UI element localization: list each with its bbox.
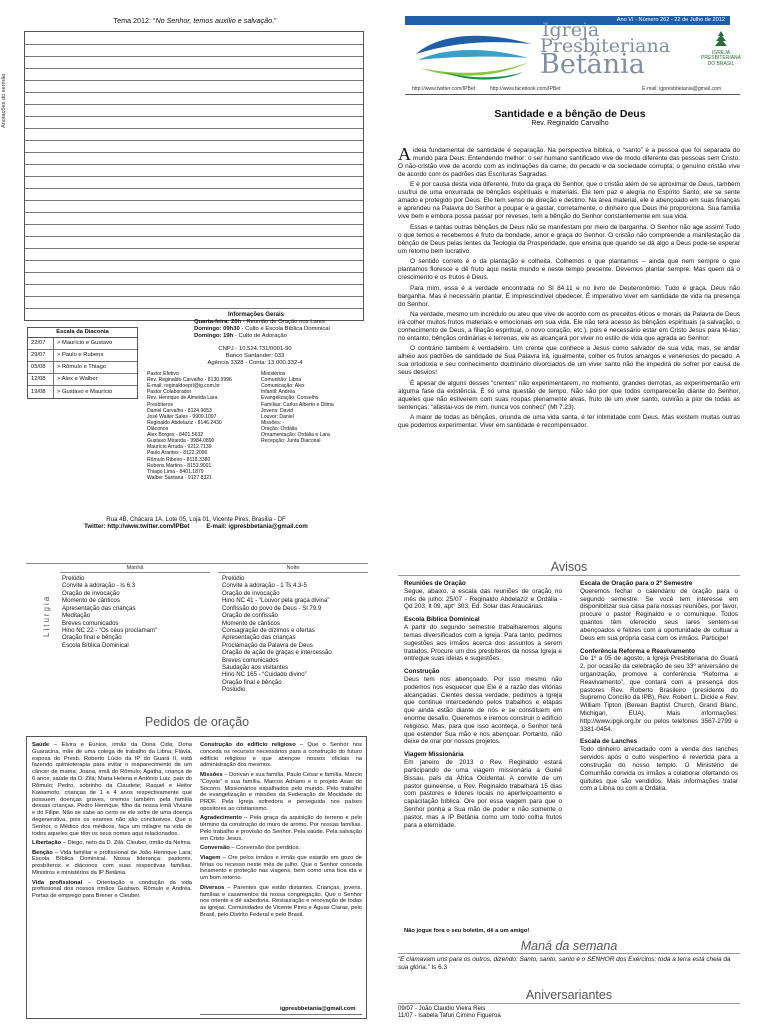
diaconia-names: > Paulo e Rubens xyxy=(57,352,104,359)
list-item: José Walter Sales - 9909.1097 xyxy=(147,413,217,420)
list-item: Walber Santana - 9127.8321 xyxy=(147,474,212,481)
facebook-url[interactable]: http://www.facebook.com/IPBet xyxy=(490,86,561,92)
notice-heading: Conferência Reforma e Reavivamento xyxy=(580,647,696,655)
paragraph-text: E é por causa desta vida diferente, fruto da graça do Senhor, que o cristão além de se aproximar de Deus, também usufrui de uma enxurrada de bênçãos espirituais e materiais. Ele tem paz e alegria no Espírito Santo; ele se sente amado e protegido por Deus. Ele tem senso de direção e destino. Na área material, ele é abençoado em suas finanças e aprendeu na Palavra do Senhor a poupar e a gastar, corretamente, o dinheiro que Deus lhe proporciona. Sua família vive bem e embora possa passar por reveses, tem a bênção do Senhor constantemente em sua vida. xyxy=(398,181,740,221)
paragraph-text: É apesar de alguns desses “crentes” não experimentarem, no momento, grandes derrotas, as experimentarão em alguma fase da existência. É só uma questão de tempo. Não são por que todos comparecerão diante do Senhor, aqueles que não estiverem com suas roupas plenamente alvas, fruto de um viver santo, ouvirão a pior de todas as sentenças: “afastai-vos de mim, nunca vos conheci” (Mt 7.23). xyxy=(398,379,740,411)
liturgy-item: Poslúdio xyxy=(222,686,246,694)
notice-text: A partir do segundo semestre trabalharemos alguns temas diversificados com a Igreja. Para tanto, pedimos sugestões aos irmãos acerca dos assuntos a serem tratados. Procure um dos presbíteros da nossa Igreja e entregue suas ideias e sugestões. xyxy=(404,624,562,663)
note-line xyxy=(25,308,363,309)
liturgy-top-rule xyxy=(26,563,368,564)
article-paragraph xyxy=(398,258,740,282)
request-item xyxy=(200,845,362,852)
mana-text xyxy=(398,956,740,972)
liturgy-item: Oração final e bênção xyxy=(222,678,282,686)
liturgy-item: Confissão do povo de Deus - Sl 79.9 xyxy=(222,604,322,612)
article-paragraph xyxy=(398,414,740,430)
request-heading: Missões xyxy=(200,771,223,778)
request-text: – Vida familiar e profissional de João Henrique Lara; Escola Bíblica Dominical. Nossa liderança: pastores, presbíteros e diáconos com suas respectivas famílias. Ministros e ministérios da IP Betânia. xyxy=(32,849,192,877)
notice-text: De 1º a 05 de agosto, a Igreja Presbiteriana do Guará 2, por ocasião da celebração de seu 33º aniversário de organização, promove a conferência “Reforma e Reavivamento”, que contará com a presença dos pastores Rev. Roberto Brasileiro (presidente do Supremo Concílio da IPB), Rev. Robert L. Dickie e Rev. William Tipton (Berean Baptist Church, Grand Blanc, Michigan, EUA). Mais informações: http://www.ipgii.org.br ou pelos telefones 3567-2799 e 3381-0454. xyxy=(580,655,738,733)
avisos-title: Avisos xyxy=(550,560,588,574)
article-paragraph xyxy=(398,181,740,221)
paragraph-text: A maior de todas as bênçãos, oriunda de uma vida santa, é ter intimidade com Deus. Mas existem muitas outras que podemos experimentar. Viver em santidade é recompensador. xyxy=(398,414,740,430)
issue-bar: Ano VI - Número 262 - 22 de Julho de 2012 xyxy=(405,16,730,25)
address-line: Rua 4B, Chácara 1A, Lote 05, Loja 01, Vicente Pires, Brasília - DF xyxy=(106,516,286,523)
night-liturgy xyxy=(222,575,372,694)
notice-heading: Escala de Oração para o 2º Semestre xyxy=(580,580,693,587)
notice-heading: Reuniões de Oração xyxy=(404,580,466,587)
night-rule xyxy=(218,572,368,573)
request-text: – Conversão dos perdidos. xyxy=(229,845,301,852)
diaconia-names: > Maurício e Gustavo xyxy=(57,340,113,347)
paragraph-text: ideia fundamental de santidade é separação. Na perspectiva bíblica, o “santo” é a pessoa que foi separada do mundo para Deus. Entendendo melhor: o ser humano santificado vive de modo diferente das pessoas sem Cristo. O não-cristão vive de acordo com as inclinações da carne, do pecado e da sociedade corrupta; o genuíno cristão vive de acordo com os padrões das Escrituras Sagradas. xyxy=(398,147,740,178)
list-item: Famílias: Carlos Alberto e Dilma xyxy=(261,401,334,408)
request-item xyxy=(32,880,192,900)
theme-suffix: .” xyxy=(272,16,277,25)
list-item: Diáconos xyxy=(147,425,169,432)
note-line xyxy=(25,68,363,69)
notes-side-label: Anotações do sermão xyxy=(1,73,7,128)
mana-title: Maná da semana xyxy=(520,939,618,953)
article-author: Rev. Reginaldo Carvalho xyxy=(531,120,609,127)
pedidos-right xyxy=(200,742,362,921)
note-line xyxy=(25,248,363,249)
request-heading: Construção do edifício religioso xyxy=(200,742,296,748)
article-title: Santidade e a bênção de Deus xyxy=(494,108,646,120)
request-heading: Vida profissional xyxy=(32,879,83,886)
list-item: Comunhão: Libna xyxy=(261,377,302,384)
info-sun1-label: Domingo: 09h30 xyxy=(194,326,240,332)
article-paragraph xyxy=(398,345,740,377)
diaconia-names: > Gustavo e Maurício xyxy=(57,388,113,395)
list-item: Infantil: Andréa xyxy=(261,389,295,396)
liturgy-item: Breves comunicados xyxy=(62,619,119,627)
email-link[interactable]: E-mail: igpresbbetania@gmail.com xyxy=(206,523,308,531)
sermon-notes-box[interactable] xyxy=(24,31,364,321)
note-line xyxy=(25,176,363,177)
list-item: Pastor Efetivo xyxy=(147,371,179,377)
note-line xyxy=(25,104,363,105)
bush-icon xyxy=(711,30,731,48)
twitter-link[interactable]: Twitter: http://www.twitter.com/IPBet xyxy=(84,523,190,531)
article-paragraph xyxy=(398,380,740,412)
address-block xyxy=(26,516,366,531)
info-sunday-evening xyxy=(194,333,287,340)
list-item: Thiago Lima - 8401.1879 xyxy=(147,468,204,475)
request-item xyxy=(200,772,362,813)
note-line xyxy=(25,128,363,129)
morning-liturgy xyxy=(62,575,212,649)
note-line xyxy=(25,260,363,261)
note-line xyxy=(25,236,363,237)
request-item xyxy=(32,850,192,877)
request-heading: Libertação xyxy=(32,840,62,847)
pedidos-footer-rule xyxy=(200,1014,362,1015)
info-sun2-text: - Culto de Adoração xyxy=(233,333,287,339)
info-bank: Banco Santander: 033 xyxy=(225,353,285,359)
morning-rule xyxy=(60,572,210,573)
liturgy-item: Escola Bíblica Dominical xyxy=(62,641,129,649)
list-item: Pastor Colaborador xyxy=(147,389,192,396)
list-item: Ministérios xyxy=(261,371,286,377)
liturgy-item: Hino NC 165 - “Cuidado divino” xyxy=(222,671,307,679)
theme-text: No Senhor, temos auxílio e salvação xyxy=(155,16,273,25)
note-line xyxy=(25,56,363,57)
masthead-divider xyxy=(405,94,740,95)
ipb-word-1: IGREJA xyxy=(711,49,731,56)
list-item: E-mail: reginaldoeprl@ig.com.br xyxy=(147,383,220,390)
ipb-word-2: PRESBITERIANA xyxy=(700,55,741,61)
notice-heading: Escola Bíblica Dominical xyxy=(404,616,480,624)
list-item: Rev. Reginaldo Carvalho - 8130.9996 xyxy=(147,377,232,384)
info-wed-text: - Reunião de Oração nos Lares xyxy=(241,319,325,325)
note-line xyxy=(25,188,363,189)
list-item: Paulo Arantes - 8122.2096 xyxy=(147,450,208,457)
liturgy-item: Oração de ação de graças e intercessão xyxy=(222,649,332,657)
pedidos-title: Pedidos de oração xyxy=(144,715,250,729)
liturgy-item: Oração final e bênção xyxy=(62,634,122,642)
list-item: Reginaldo Abdelaziz - 8146.2430 xyxy=(147,419,222,426)
avisos-left xyxy=(404,580,562,829)
aniversariantes-rule xyxy=(398,1003,740,1004)
ipb-word-3: DO BRASIL xyxy=(707,60,735,67)
note-line xyxy=(25,200,363,201)
list-item: Louvor: Daniel xyxy=(261,413,294,420)
pedidos-email[interactable]: igpresbbetania@gmail.com xyxy=(280,1006,356,1012)
diaconia-date: 05/08 xyxy=(28,362,54,373)
note-line xyxy=(25,224,363,225)
notice-text: Deus tem nos abençoado. Por isso mesmo não podemos nos esquecer que Ele é a razão das vitórias alcançadas. Cientes dessa verdade, pedimos a Igreja que continue intercedendo pelos trabalhos e etapas que ainda estão diante de nós e se constituem em enorme desafio. Queremos e iremos construir o edifício religioso. Mas, para que isso aconteça, o Senhor terá que estender Sua mão e nos abençoar. Portanto, não deixe de orar por nossos projetos. xyxy=(404,675,562,746)
paragraph-text: Essas e tantas outras bênçãos de Deus não se manifestam por meio de barganha. O Senhor não age assim! Tudo o que temos e recebemos é fruto da bondade, amor e graça do Senhor. O cristão não compreende a manifestação da bênção de Deus pelas lentes da Teologia da Prosperidade, que ensina que quando se dá algo a Deus pode-se esperar um retorno bem lucrativo. xyxy=(398,223,740,255)
list-item: Maurício Arruda - 9212.7139 xyxy=(147,444,212,451)
boletim-footer: Não jogue fora o seu boletim, dê a um amigo! xyxy=(404,928,530,934)
article-paragraph xyxy=(398,311,740,343)
request-heading: Benção xyxy=(32,849,53,856)
table-row xyxy=(28,350,137,362)
church-logo-title xyxy=(540,19,671,81)
list-item: Rubens Martins - 8153.9001 xyxy=(147,462,212,469)
liturgy-item: Convite à adoração - 1 Ts 4.3-5 xyxy=(222,582,307,590)
list-item: Rômulo Ribeiro - 8118.3380 xyxy=(147,456,211,463)
diaconia-date: 29/07 xyxy=(28,350,54,361)
info-cnpj: CNPJ - 10.524.731/0001-90 xyxy=(218,346,292,352)
liturgy-item: Oração de invocação xyxy=(222,589,280,597)
note-line xyxy=(25,284,363,285)
list-item: Rev. Henrique de Almeida Lara xyxy=(147,395,218,402)
request-text: – Que o Senhor nos conceda os recursos necessários para a construção do futuro edifício religioso e que abençoe nossos oficiais na administração dos mesmos. xyxy=(200,742,362,769)
request-item xyxy=(200,815,362,842)
night-label: Noite xyxy=(286,565,300,571)
paragraph-text: Na verdade, mesmo um incrédulo ou ateu que vive de acordo com os preceitos éticos e morais da Palavra de Deus irá colher muitos frutos materiais e emocionais em sua vida. Ele não terá acesso às bênçãos espirituais (a salvação, o conhecimento de Deus, a filiação espiritual, o novo coração, etc.), pois é necessário estar em Cristo Jesus para tê-las; no entanto, bênçãos ordinárias e terrenas, ele as alcançará por viver no estilo de vida que agrada ao Senhor. xyxy=(398,310,740,342)
note-line xyxy=(25,164,363,165)
note-line xyxy=(25,272,363,273)
request-heading: Diversos xyxy=(200,884,225,891)
list-item: Oração: Ordália xyxy=(261,425,297,432)
masthead-email[interactable]: E-mail: igpresbbetania@gmail.com xyxy=(642,86,722,92)
note-line xyxy=(25,116,363,117)
request-item xyxy=(200,885,362,919)
avisos-rule xyxy=(398,575,740,576)
request-heading: Agradecimento xyxy=(200,815,242,822)
liturgy-item: Oração de invocação xyxy=(62,589,120,597)
liturgy-item: Apresentação das crianças xyxy=(222,634,296,642)
article-body xyxy=(398,144,740,433)
list-item: Missões: - xyxy=(261,419,285,426)
note-line xyxy=(25,152,363,153)
note-line xyxy=(25,92,363,93)
theme-prefix: Tema 2012: “ xyxy=(113,16,156,25)
dropcap: A xyxy=(398,144,411,164)
mana-verse: “E clamavam uns para os outros, dizendo: Santo, santo, santo é o SENHOR dos Exércitos; toda a terra está cheia da sua glória.” xyxy=(398,956,731,971)
notice-heading: Viagem Missionária xyxy=(404,751,464,759)
birthday-item: 11/07 - Isabela Tafuri Cimino Figueroa xyxy=(398,1012,501,1020)
notice-text: Queremos fechar o calendário de oração para o segundo semestre. Se você tem interesse em disponibilizar sua casa para nossas reuniões, por favor, procure o pastor Reginaldo e o comunique. Todos quantos têm oferecido seus lares sentem-se abençoados e felizes com a oportunidade de cultuar a Deus em sua própria casa com os irmãos. Participe! xyxy=(580,587,738,642)
request-text: – Parentes que estão distantes. Crianças, jovens, famílias e casamentos da nossa congregação. Que o Senhor nos oriente e dê sabedoria. Restauração e renovação de todas as igrejas. Comunidades de Vicente Pires e Águas Claras, pelo Brasil, pelo Distrito Federal e pelo Brasil. xyxy=(200,884,362,919)
liturgy-side-label: Liturgia xyxy=(42,594,51,637)
liturgy-item: Meditação xyxy=(62,612,91,620)
ipb-logo xyxy=(700,30,742,67)
request-item xyxy=(200,855,362,882)
contact-line xyxy=(26,523,366,530)
info-heading: Informações Gerais xyxy=(227,312,285,318)
list-item: Daniel Carvalho - 8124.9653 xyxy=(147,407,212,414)
request-text: – Diego, neto da D. Zilá. Cleuber, irmão da Nelma. xyxy=(61,840,192,847)
list-item: Recepção: Junta Diaconal xyxy=(261,438,321,445)
info-wed-label: Quarta-feira: 20h xyxy=(194,319,242,325)
article-paragraph xyxy=(398,144,740,179)
list-item: Alex Borges - 8401.5632 xyxy=(147,432,204,439)
list-item: Jovens: David xyxy=(261,407,293,414)
twitter-url[interactable]: http://www.twitter.com/IPBet xyxy=(412,86,476,92)
aniversariantes-list xyxy=(398,1005,738,1020)
notice-text: Segue, abaixo, a escala das reuniões de oração no mês de julho: 25/07 - Reginaldo Abdelaziz e Ordália - Qd 203, lt 09, apt° 303, Ed. Solar das Araucárias. xyxy=(404,587,562,611)
list-item: Gustavo Miranda - 9984.0890 xyxy=(147,438,215,445)
paragraph-text: Para mim, essa é a verdade encontrada no Sl 84.11 e no livro de Deuteronômio. Tudo é graça. Deus não barganha. Mas é necessário plantar. É imprescindível obedecer. É imperativo viver em santidade de vida na presença do Senhor. xyxy=(398,284,740,308)
request-text: – Pela graça da aquisição do terreno e pelo término da construção do muro de arrimo. Por nossas famílias. Pelo trabalho e provisão do Senhor. Pela saúde. Pela salvação em Cristo Jesus. xyxy=(200,815,362,842)
liturgy-item: Proclamação da Palavra de Deus xyxy=(222,641,313,649)
logo-word-1: Igreja xyxy=(542,19,600,41)
list-item: Comunicação: Alex xyxy=(261,383,305,390)
diaconia-date: 19/08 xyxy=(28,386,54,398)
note-line xyxy=(25,44,363,45)
table-row xyxy=(28,374,137,386)
liturgy-item: Consagração de dízimos e ofertas xyxy=(222,626,315,634)
request-heading: Viagem xyxy=(200,854,221,861)
request-text: – Orientação e condução da vida profissional dos nossos irmãos Gustavo, Rômulo e Andréa. Portas de emprego para Brener e Cleuber. xyxy=(32,879,192,900)
info-sun2-label: Domingo: 19h xyxy=(194,333,234,339)
request-item xyxy=(32,840,192,847)
liturgy-item: Convite à adoração - Is 6.3 xyxy=(62,582,136,590)
notice-heading: Construção xyxy=(404,668,440,676)
liturgy-item: Prelúdio xyxy=(62,575,85,582)
note-line xyxy=(25,212,363,213)
list-item: Evangelização: Conselho xyxy=(261,395,319,402)
diaconia-title: Escala da Diaconia xyxy=(28,328,137,338)
paragraph-text: O contrário também é verdadeiro. Um crente que conhece a Jesus como salvador de sua vida, mas, se andar alheio aos padrões de santidade de Sua Palavra irá, igualmente, colher os frutos amargos e venenosos do pecado. A sua ortodoxia e seu conhecimento doutrinário divorciados de um viver santo não lhe impedirá de sofrer por causa de seus desvios! xyxy=(398,345,740,377)
logo-word-3: Betânia xyxy=(540,49,645,81)
notice-heading: Escala de Lanches xyxy=(580,738,638,746)
article-paragraph xyxy=(398,224,740,256)
liturgy-item: Momento de cânticos xyxy=(62,597,120,605)
list-item: Ornamentação: Ordália e Lara xyxy=(261,432,330,439)
liturgy-item: Hino NC 22 - “Os céus proclamam” xyxy=(62,626,158,634)
article-paragraph xyxy=(398,285,740,309)
liturgy-item: Saudação aos visitantes xyxy=(222,664,289,672)
birthday-item: 09/07 - João Claudio Vieira Reis xyxy=(398,1005,486,1012)
info-account: Agência 3328 - Conta: 13.000.332-4 xyxy=(207,360,303,366)
ministries-list xyxy=(261,371,361,444)
liturgy-item: Apresentação das crianças xyxy=(62,604,136,612)
theme-line xyxy=(25,17,365,26)
avisos-right xyxy=(580,580,738,793)
request-heading: Conversão xyxy=(200,845,230,852)
request-item xyxy=(200,742,362,769)
diaconia-names: > Rômulo e Thiago xyxy=(57,364,107,371)
table-row xyxy=(28,386,137,398)
mana-ref: Is 6.3 xyxy=(429,963,448,971)
notice-text: Todo dinheiro arrecadado com a venda dos lanches servidos após o culto vespertino é revertida para a construção do nosso templo. O Ministério de Comunhão convida os irmãos a colaborar ofertando os quitutes que são vendidos. Mais informações tratar com a Libna ou com a Ordália. xyxy=(580,746,738,793)
fish-logo-icon xyxy=(413,32,538,85)
request-item xyxy=(32,742,192,838)
table-row xyxy=(28,338,137,350)
diaconia-names: > Alex e Walber xyxy=(57,376,98,383)
staff-list xyxy=(147,371,247,481)
liturgy-item: Momento de cânticos xyxy=(222,619,280,627)
mana-rule xyxy=(398,953,740,954)
table-row xyxy=(28,362,137,374)
aniversariantes-title: Aniversariantes xyxy=(525,988,613,1002)
list-item: Presbíteros xyxy=(147,401,174,408)
liturgy-item: Oração de confissão xyxy=(222,612,278,620)
diaconia-table xyxy=(27,327,138,399)
liturgy-item: Prelúdio xyxy=(222,575,245,582)
request-text: – Dorivan e sua família, Paulo César e família. Marcio “Coyote” e sua família. Marcos Adriano e o projeto Asas do Socorro. Missionários espalhados pelo mundo. Pelo trabalho de evangelização e missões da Federação de Mocidade do PRDF. Pela Igreja sofredora e perseguida nos países opositores ao cristianismo. xyxy=(200,771,362,813)
info-sun1-text: - Culto e Escola Bíblica Dominical xyxy=(239,326,330,332)
pedidos-left xyxy=(32,742,192,903)
logo-word-2: Presbiteriana xyxy=(540,35,671,58)
notice-text: Em janeiro de 2013 o Rev. Reginaldo estará participando de uma viagem missionária a Guiné Bissau, país da África Ocidental. A convite de um pastor guineense, o Rev. Reginaldo trabalhará 15 dias com pastores e líderes locais no aperfeiçoamento e capacitação bíblica. Ore por essa viagem para que o Senhor ponha a Sua mão de poder e não somente o pastor, mas a IP Betânia como um todo colha frutos para a eternidade. xyxy=(404,759,562,829)
note-line xyxy=(25,80,363,81)
diaconia-date: 12/08 xyxy=(28,374,54,385)
note-line xyxy=(25,296,363,297)
request-text: – Elvira e Eunice, irmãs da Dona Cida; Dona Guaracina, mãe de uma colega de trabalho da Libna; Flávia, esposa do Presb. Roberto Lúcio da IP do Guará II, está fazendo quimioterapia para evitar o reaparecimento de um câncer de mama; Joana, irmã do Rômulo; Agatha, criança de 6 anos; saúde da D. Zilá; Maria Helena e Antônio Luiz, pais do Rômulo; Pedro, sobrinho da Claudete; Raquel e Heitor Kawamoto, crianças de 1 e 4 anos respectivamente que possuem doenças graves, oremos também pela família dessas crianças. Pedro Henrique, filho da nossa irmã Viviane e do Filipe. Não se sabe ao certo se ele sofre de uma doença degenerativa, pois os exames não são conclusivos. Que o Senhor, o Médico dos médicos, faça um milagre na vida de todos aqueles que têm os seus nomes aqui relacionados. xyxy=(32,742,192,837)
diaconia-date: 22/07 xyxy=(28,338,54,349)
liturgy-item: Breves comunicados xyxy=(222,656,279,664)
liturgy-item: Hino NC 41 - “Louvor pela graça divina” xyxy=(222,597,330,605)
request-heading: Saúde xyxy=(32,742,50,748)
paragraph-text: O sentido correto é o da plantação e colheita. Colhemos o que plantamos – ainda que nem sempre o que plantamos floresce e dê fruto aqui neste mundo e neste tempo presente. Devemos plantar sempre. Mas quem dá o crescimento e os frutos é Deus. xyxy=(398,258,740,282)
morning-label: Manhã xyxy=(126,565,144,571)
request-text: – Ore pelos irmãos e irmãs que estarão em gozo de férias ou recesso neste mês de julho. Que o Senhor conceda livramento e proteção nas viagens, bem como uma boa ida e um bom retorno. xyxy=(200,854,362,882)
note-line xyxy=(25,140,363,141)
